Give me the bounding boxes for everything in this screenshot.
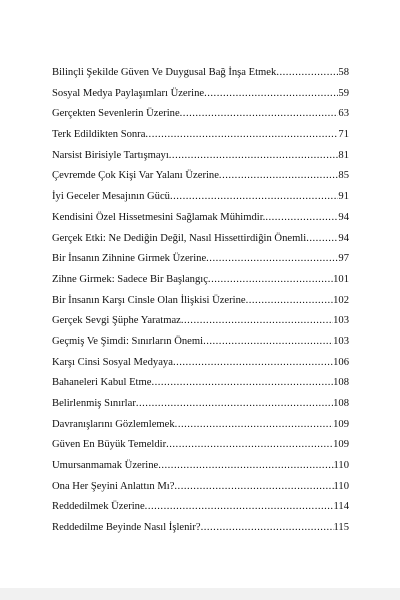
toc-entry-title: Bir İnsanın Zihnine Girmek Üzerine [52,253,207,265]
toc-entry-title: Davranışlarını Gözlemlemek [52,418,175,430]
toc-entry-title: Geçmiş Ve Şimdi: Sınırların Önemi [52,335,204,347]
dot-leader [181,311,333,332]
toc-entry-page: 110 [333,460,349,472]
dot-leader [145,125,338,146]
page-bottom-edge [0,588,400,600]
toc-entry-page: 106 [333,356,349,368]
dot-leader [203,332,333,353]
toc-entry [52,146,349,167]
toc-entry-title: Bahaneleri Kabul Etme [52,377,152,389]
toc-entry-page: 85 [338,170,349,182]
toc-entry-title: Çevremde Çok Kişi Var Yalanı Üzerine [52,170,219,182]
toc-entry [52,332,349,353]
toc-entry-title: Sosyal Medya Paylaşımları Üzerine [52,87,205,99]
toc-entry-page: 81 [338,149,349,161]
toc-entry-page: 94 [338,211,349,223]
toc-entry [52,291,349,312]
toc-entry-page: 109 [333,418,349,430]
dot-leader [265,208,338,229]
toc-entry-page: 59 [338,87,349,99]
dot-leader [151,373,333,394]
toc-entry-page: 101 [333,273,349,285]
toc-entry-title: Ona Her Şeyini Anlattın Mı? [52,480,175,492]
dot-leader [276,63,338,84]
toc-entry [52,84,349,105]
dot-leader [174,477,333,498]
toc-entry-page: 109 [333,439,349,451]
toc-entry-title: Karşı Cinsi Sosyal Medyaya [52,356,173,368]
dot-leader [208,270,333,291]
dot-leader [175,415,333,436]
toc-entry-title: Zihne Girmek: Sadece Bir Başlangıç [52,273,208,285]
toc-entry-title: Gerçekten Sevenlerin Üzerine [52,108,180,120]
dot-leader [204,84,338,105]
toc-entry [52,187,349,208]
toc-entry-title: Güven En Büyük Temeldir [52,439,167,451]
toc-entry-title: Narsist Birisiyle Tartışmayı [52,149,169,161]
toc-entry [52,415,349,436]
toc-entry-page: 108 [333,377,349,389]
toc-entry-title: Belirlenmiş Sınırlar [52,398,136,409]
toc-entry-title: İyi Geceler Mesajının Gücü [52,191,170,203]
toc-entry [52,477,349,498]
toc-entry-page: 91 [338,191,349,203]
dot-leader [158,456,333,477]
toc-entry [52,249,349,270]
toc-entry-title: Terk Edildikten Sonra [52,129,146,141]
toc-entry [52,104,349,125]
toc-entry-title: Reddedilmek Üzerine [52,501,145,513]
dot-leader [206,249,338,270]
toc-entry-page: 115 [333,522,349,534]
toc-entry-page: 103 [333,315,349,327]
toc-entry-page: 103 [333,335,349,347]
toc-entry [52,311,349,332]
toc-entry [52,497,349,518]
toc-entry [52,270,349,291]
toc-entry-page: 94 [338,232,349,244]
toc-entry-title: Gerçek Sevgi Şüphe Yaratmaz [52,315,181,327]
toc-entry [52,373,349,394]
toc-entry-title: Umursanmamak Üzerine [52,460,159,472]
toc-entry-page: 97 [338,253,349,265]
toc-entry-page: 110 [333,480,349,492]
dot-leader [170,187,338,208]
toc-entry-title: Kendisini Özel Hissetmesini Sağlamak Mühimdir. [52,211,266,223]
toc-entry-page: 108 [333,398,349,409]
dot-leader [145,497,334,518]
toc-entry [52,229,349,250]
toc-entry [52,353,349,374]
toc-entry-page: 63 [338,108,349,120]
toc-entry-title: Bilinçli Şekilde Güven Ve Duygusal Bağ İnşa Etmek [52,67,277,78]
dot-leader [246,291,334,312]
toc-entry [52,518,349,539]
toc-entry-page: 102 [333,294,349,306]
toc-entry [52,394,349,415]
toc-entry-page: 58 [338,67,349,78]
dot-leader [169,146,339,167]
table-of-contents [52,63,349,539]
dot-leader [166,435,333,456]
toc-entry [52,125,349,146]
dot-leader [136,394,333,415]
toc-entry-page: 71 [338,129,349,141]
toc-entry-title: Reddedilme Beyinde Nasıl İşlenir? [52,522,201,534]
dot-leader [219,166,338,187]
toc-entry [52,63,349,84]
dot-leader [201,518,334,539]
dot-leader [306,229,338,250]
toc-entry [52,208,349,229]
toc-entry [52,456,349,477]
dot-leader [180,104,339,125]
toc-entry [52,435,349,456]
dot-leader [173,353,333,374]
toc-entry [52,166,349,187]
toc-entry-page: 114 [333,501,349,513]
toc-entry-title: Gerçek Etki: Ne Dediğin Değil, Nasıl Hissettirdiğin Önemli [52,232,307,244]
toc-entry-title: Bir İnsanın Karşı Cinsle Olan İlişkisi Üzerine [52,294,246,306]
